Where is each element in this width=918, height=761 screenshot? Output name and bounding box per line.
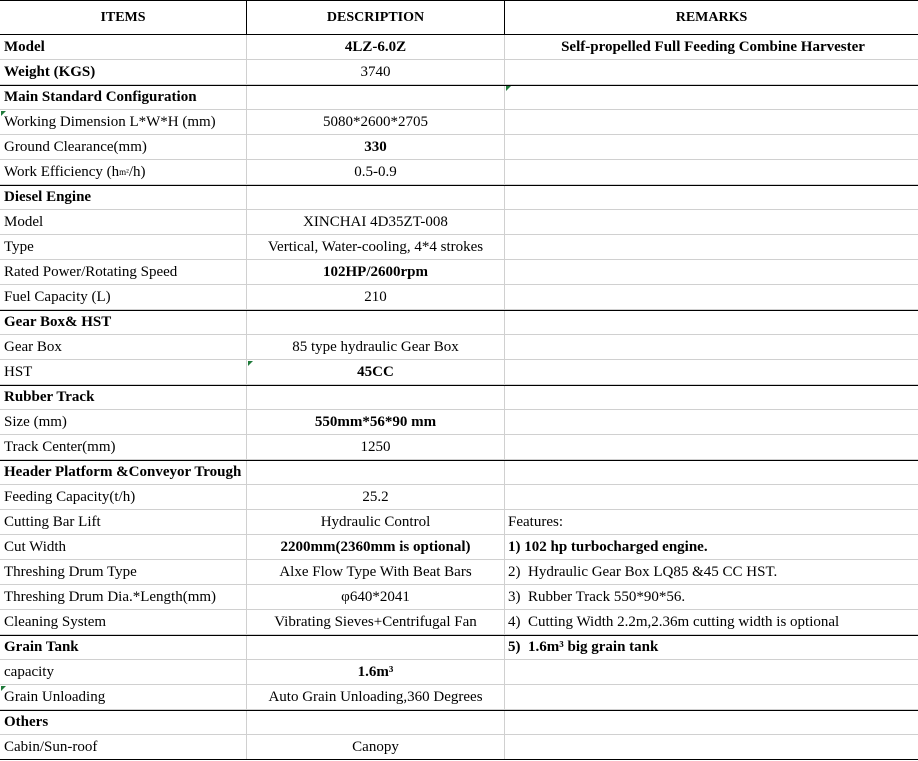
table-row bbox=[0, 660, 918, 685]
item-cell[interactable]: Work Efficiency (h m² /h) bbox=[0, 160, 247, 184]
description-cell[interactable]: 4LZ-6.0Z bbox=[247, 35, 505, 59]
description-cell[interactable]: 1.6m³ bbox=[247, 660, 505, 684]
header-remarks[interactable]: REMARKS bbox=[675, 9, 748, 25]
remark-cell[interactable] bbox=[505, 60, 918, 84]
description-cell[interactable] bbox=[247, 711, 505, 734]
remark-cell[interactable] bbox=[505, 135, 918, 159]
description-cell[interactable]: 0.5-0.9 bbox=[247, 160, 505, 184]
table-row bbox=[0, 210, 918, 235]
section-title[interactable]: Header Platform &Conveyor Trough bbox=[0, 461, 247, 484]
section-row bbox=[0, 635, 918, 660]
feature-item[interactable]: 1) 102 hp turbocharged engine. bbox=[508, 538, 708, 555]
description-cell[interactable] bbox=[247, 461, 505, 484]
item-cell[interactable]: Weight (KGS) bbox=[0, 60, 247, 84]
description-cell[interactable]: 25.2 bbox=[247, 485, 505, 509]
description-cell[interactable]: Auto Grain Unloading,360 Degrees bbox=[247, 685, 505, 709]
description-cell[interactable]: Vibrating Sieves+Centrifugal Fan bbox=[247, 610, 505, 634]
remark-cell[interactable] bbox=[505, 410, 918, 434]
table-row bbox=[0, 735, 918, 760]
section-title[interactable]: Grain Tank bbox=[0, 636, 247, 659]
section-title[interactable]: Gear Box& HST bbox=[0, 311, 247, 334]
section-row bbox=[0, 385, 918, 410]
item-cell[interactable]: Cabin/Sun-roof bbox=[0, 735, 247, 759]
item-cell[interactable]: Cutting Bar Lift bbox=[0, 510, 247, 534]
section-row bbox=[0, 460, 918, 485]
header-items[interactable]: ITEMS bbox=[0, 1, 247, 34]
description-cell[interactable]: 5080*2600*2705 bbox=[247, 110, 505, 134]
table-row bbox=[0, 110, 918, 135]
remark-cell[interactable] bbox=[505, 485, 918, 509]
table-row bbox=[0, 685, 918, 710]
item-cell[interactable]: Model bbox=[0, 210, 247, 234]
remark-cell[interactable] bbox=[505, 735, 918, 759]
description-cell[interactable]: Hydraulic Control bbox=[247, 510, 505, 534]
remark-cell[interactable] bbox=[505, 186, 918, 209]
remark-cell[interactable] bbox=[505, 660, 918, 684]
remark-cell[interactable]: Self-propelled Full Feeding Combine Harvester bbox=[561, 38, 865, 55]
header-description[interactable]: DESCRIPTION bbox=[247, 1, 505, 34]
section-title[interactable]: Main Standard Configuration bbox=[0, 86, 247, 109]
table-row bbox=[0, 285, 918, 310]
description-cell[interactable]: 102HP/2600rpm bbox=[247, 260, 505, 284]
table-row bbox=[0, 610, 918, 635]
remark-cell[interactable] bbox=[505, 86, 918, 109]
item-cell[interactable]: Type bbox=[0, 235, 247, 259]
table-row bbox=[0, 435, 918, 460]
table-row bbox=[0, 585, 918, 610]
description-cell[interactable]: 2200mm(2360mm is optional) bbox=[247, 535, 505, 559]
description-cell[interactable]: Vertical, Water-cooling, 4*4 strokes bbox=[247, 235, 505, 259]
table-row bbox=[0, 335, 918, 360]
table-row bbox=[0, 35, 918, 60]
cell-note-marker bbox=[248, 361, 253, 366]
table-row bbox=[0, 535, 918, 560]
item-cell[interactable]: HST bbox=[0, 360, 247, 384]
description-cell[interactable]: 45CC bbox=[247, 360, 505, 384]
description-cell[interactable] bbox=[247, 386, 505, 409]
table-row bbox=[0, 235, 918, 260]
section-row bbox=[0, 185, 918, 210]
item-cell[interactable]: Gear Box bbox=[0, 335, 247, 359]
table-row bbox=[0, 60, 918, 85]
section-row bbox=[0, 310, 918, 335]
cell-note-marker bbox=[1, 686, 6, 691]
feature-item[interactable]: 5) 1.6m³ big grain tank bbox=[508, 639, 659, 655]
remark-cell[interactable] bbox=[505, 386, 918, 409]
item-cell[interactable]: Feeding Capacity(t/h) bbox=[0, 485, 247, 509]
remark-cell[interactable] bbox=[505, 311, 918, 334]
remark-cell[interactable] bbox=[505, 260, 918, 284]
description-cell[interactable]: 1250 bbox=[247, 435, 505, 459]
item-cell[interactable]: Ground Clearance(mm) bbox=[0, 135, 247, 159]
item-cell[interactable]: Cut Width bbox=[0, 535, 247, 559]
description-cell[interactable] bbox=[247, 186, 505, 209]
remark-cell[interactable] bbox=[505, 435, 918, 459]
description-cell[interactable]: 3740 bbox=[247, 60, 505, 84]
remark-cell[interactable] bbox=[505, 160, 918, 184]
section-row bbox=[0, 85, 918, 110]
description-cell[interactable] bbox=[247, 86, 505, 109]
section-title[interactable]: Others bbox=[0, 711, 247, 734]
remark-cell[interactable] bbox=[505, 285, 918, 309]
item-text: Work Efficiency (h bbox=[4, 163, 120, 180]
feature-item[interactable]: 3) Rubber Track 550*90*56. bbox=[508, 588, 686, 605]
remark-cell[interactable] bbox=[505, 461, 918, 484]
remark-cell[interactable] bbox=[505, 360, 918, 384]
description-cell[interactable] bbox=[247, 311, 505, 334]
description-cell[interactable]: 210 bbox=[247, 285, 505, 309]
description-cell[interactable]: XINCHAI 4D35ZT-008 bbox=[247, 210, 505, 234]
item-cell[interactable]: Working Dimension L*W*H (mm) bbox=[0, 110, 247, 134]
item-cell[interactable]: Size (mm) bbox=[0, 410, 247, 434]
features-heading[interactable]: Features: bbox=[508, 513, 563, 530]
table-row bbox=[0, 135, 918, 160]
table-row bbox=[0, 410, 918, 435]
item-cell[interactable]: Threshing Drum Dia.*Length(mm) bbox=[0, 585, 247, 609]
table-row bbox=[0, 260, 918, 285]
remark-cell[interactable] bbox=[505, 711, 918, 734]
description-cell[interactable]: 550mm*56*90 mm bbox=[247, 410, 505, 434]
remark-cell[interactable] bbox=[505, 110, 918, 134]
description-cell[interactable]: Alxe Flow Type With Beat Bars bbox=[247, 560, 505, 584]
table-row bbox=[0, 360, 918, 385]
feature-item[interactable]: 4) Cutting Width 2.2m,2.36m cutting width is optional bbox=[508, 613, 840, 630]
item-cell[interactable]: Grain Unloading bbox=[0, 685, 247, 709]
remark-cell[interactable] bbox=[505, 235, 918, 259]
section-row bbox=[0, 710, 918, 735]
table-row bbox=[0, 560, 918, 585]
cell-note-marker bbox=[1, 111, 6, 116]
description-cell[interactable] bbox=[247, 636, 505, 659]
item-cell[interactable]: capacity bbox=[0, 660, 247, 684]
description-cell[interactable]: Canopy bbox=[247, 735, 505, 759]
section-title[interactable]: Rubber Track bbox=[0, 386, 247, 409]
remark-cell[interactable] bbox=[505, 685, 918, 709]
description-cell[interactable]: 85 type hydraulic Gear Box bbox=[247, 335, 505, 359]
item-cell[interactable]: Rated Power/Rotating Speed bbox=[0, 260, 247, 284]
remark-cell[interactable] bbox=[505, 210, 918, 234]
table-row bbox=[0, 160, 918, 185]
table-row bbox=[0, 510, 918, 535]
item-cell[interactable]: Cleaning System bbox=[0, 610, 247, 634]
item-text-suffix: /h) bbox=[128, 163, 146, 180]
item-cell[interactable]: Model bbox=[0, 35, 247, 59]
description-cell[interactable]: φ640*2041 bbox=[247, 585, 505, 609]
header-row bbox=[0, 0, 918, 35]
item-cell[interactable]: Threshing Drum Type bbox=[0, 560, 247, 584]
table-row bbox=[0, 485, 918, 510]
description-cell[interactable]: 330 bbox=[247, 135, 505, 159]
item-cell[interactable]: Track Center(mm) bbox=[0, 435, 247, 459]
item-cell[interactable]: Fuel Capacity (L) bbox=[0, 285, 247, 309]
section-title[interactable]: Diesel Engine bbox=[0, 186, 247, 209]
feature-item[interactable]: 2) Hydraulic Gear Box LQ85 &45 CC HST. bbox=[508, 563, 778, 580]
cell-note-marker bbox=[506, 86, 511, 91]
remark-cell[interactable] bbox=[505, 335, 918, 359]
